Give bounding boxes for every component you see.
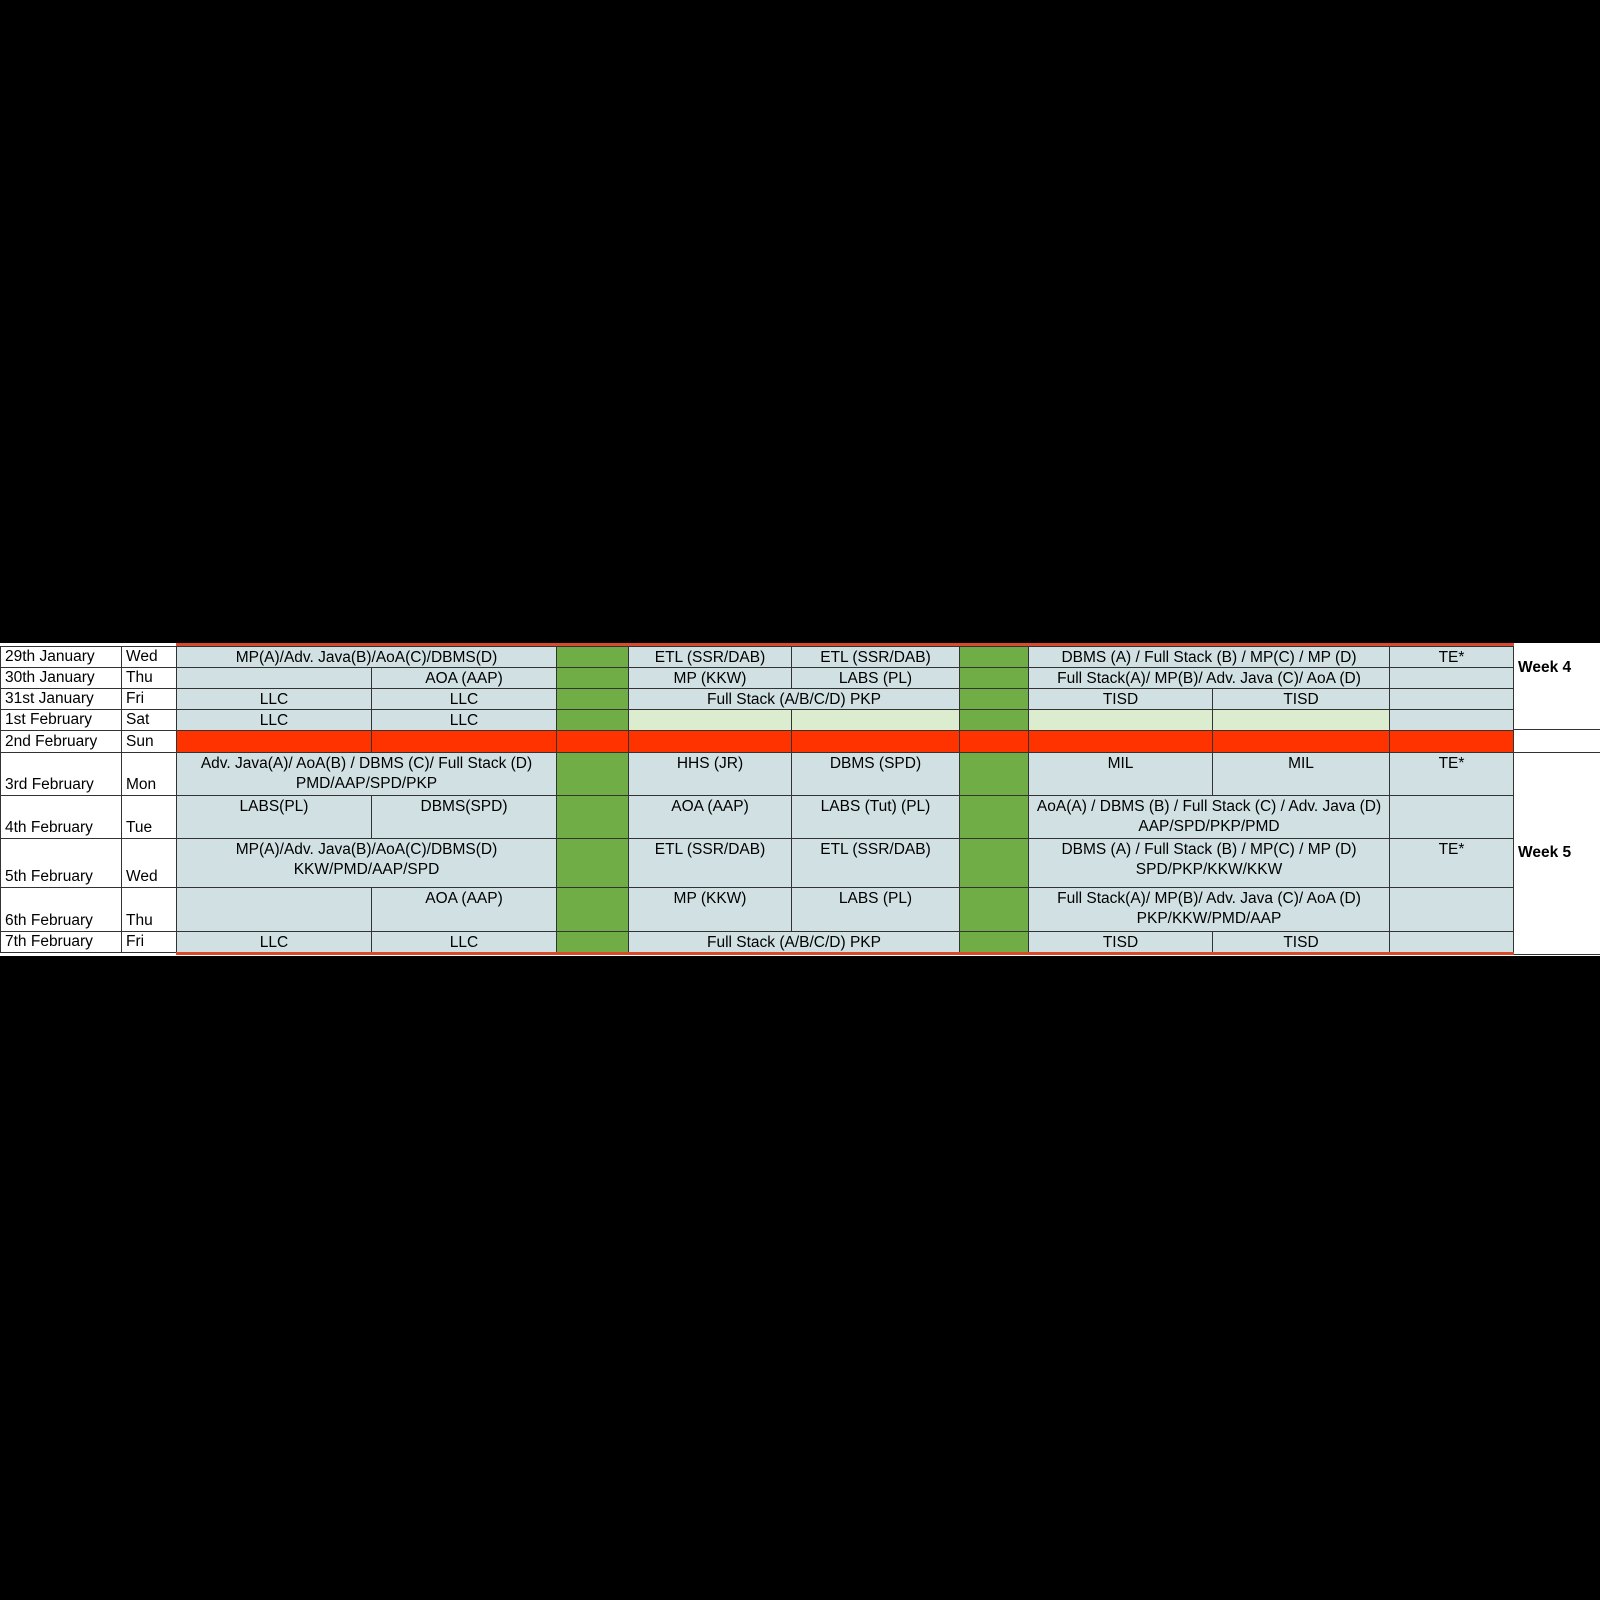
slot2-cell: LLC [371, 709, 557, 731]
day-cell: Tue [121, 795, 177, 839]
slot6-cell: TISD [1212, 688, 1390, 710]
slot1-cell: LABS(PL) [176, 795, 372, 839]
faculty-line: SPD/PKP/KKW/KKW [1135, 861, 1283, 878]
last-slot-cell [1389, 931, 1514, 953]
slot6-cell: TISD [1212, 931, 1390, 953]
day-cell: Fri [121, 931, 177, 953]
break-cell [556, 931, 629, 953]
slot3-cell: AOA (AAP) [628, 795, 792, 839]
faculty-line: KKW/PMD/AAP/SPD [293, 861, 440, 878]
slot2-cell: DBMS(SPD) [371, 795, 557, 839]
day-cell: Wed [121, 646, 177, 668]
date-cell: 31st January [0, 688, 122, 710]
slot4-cell: LABS (PL) [791, 667, 960, 689]
afternoon-lecture-cell: Full Stack(A)/ MP(B)/ Adv. Java (C)/ AoA (D) [1028, 667, 1390, 689]
date-cell: 2nd February [0, 730, 122, 753]
last-slot-cell [1389, 709, 1514, 731]
day-cell: Thu [121, 667, 177, 689]
holiday-cell [1212, 730, 1390, 753]
slot6-cell [1212, 709, 1390, 731]
date-cell: 6th February [0, 887, 122, 932]
slot5-cell: TISD [1028, 688, 1213, 710]
lunch-break-cell [959, 709, 1029, 731]
day-cell: Mon [121, 752, 177, 796]
last-slot-cell [1389, 688, 1514, 710]
morning-lecture-cell [176, 752, 557, 796]
slot4-cell: DBMS (SPD) [791, 752, 960, 796]
date-cell: 30th January [0, 667, 122, 689]
mid-merged-cell: Full Stack (A/B/C/D) PKP [628, 688, 960, 710]
date-cell: 3rd February [0, 752, 122, 796]
lecture-line-1: Full Stack(A)/ MP(B)/ Adv. Java (C)/ AoA (D) [1057, 890, 1361, 907]
gridline [1514, 752, 1600, 753]
slot1-cell: LLC [176, 931, 372, 953]
break-cell [556, 646, 629, 668]
slot2-cell: AOA (AAP) [371, 887, 557, 932]
holiday-cell [176, 730, 372, 753]
afternoon-lecture-cell [1028, 795, 1390, 839]
lunch-break-cell [959, 795, 1029, 839]
date-cell: 5th February [0, 838, 122, 888]
lecture-line-1: DBMS (A) / Full Stack (B) / MP(C) / MP (D) [1061, 841, 1357, 858]
bottom-border-line [176, 952, 1514, 955]
slot2-cell: AOA (AAP) [371, 667, 557, 689]
break-cell [556, 709, 629, 731]
faculty-line: PKP/KKW/PMD/AAP [1136, 910, 1282, 927]
holiday-cell [371, 730, 557, 753]
week-label: Week 5 [1518, 844, 1572, 861]
week-label: Week 4 [1518, 659, 1572, 676]
holiday-cell [628, 730, 792, 753]
date-cell: 7th February [0, 931, 122, 953]
holiday-cell [1028, 730, 1213, 753]
lunch-break-cell [959, 646, 1029, 668]
last-slot-cell [1389, 795, 1514, 839]
last-slot-cell: TE* [1389, 752, 1514, 796]
lecture-line-1: Adv. Java(A)/ AoA(B) / DBMS (C)/ Full Stack (D) [200, 755, 533, 772]
slot4-cell [791, 709, 960, 731]
lunch-break-cell [959, 838, 1029, 888]
break-cell [556, 795, 629, 839]
date-cell: 1st February [0, 709, 122, 731]
slot5-cell [1028, 709, 1213, 731]
afternoon-lecture-cell: DBMS (A) / Full Stack (B) / MP(C) / MP (D) [1028, 646, 1390, 668]
day-cell: Thu [121, 887, 177, 932]
timetable-sheet [0, 643, 1600, 956]
last-slot-cell: TE* [1389, 646, 1514, 668]
day-cell: Sat [121, 709, 177, 731]
last-slot-cell: TE* [1389, 838, 1514, 888]
slot1-cell [176, 887, 372, 932]
last-slot-cell [1389, 887, 1514, 932]
slot3-cell: HHS (JR) [628, 752, 792, 796]
slot2-cell: LLC [371, 688, 557, 710]
gridline [1514, 729, 1600, 730]
slot4-cell: LABS (PL) [791, 887, 960, 932]
break-cell [556, 838, 629, 888]
slot5-cell: TISD [1028, 931, 1213, 953]
faculty-line: PMD/AAP/SPD/PKP [295, 775, 438, 792]
slot2-cell: LLC [371, 931, 557, 953]
day-cell: Wed [121, 838, 177, 888]
holiday-cell [959, 730, 1029, 753]
holiday-cell [1389, 730, 1514, 753]
slot4-cell: ETL (SSR/DAB) [791, 646, 960, 668]
slot3-cell: ETL (SSR/DAB) [628, 646, 792, 668]
lunch-break-cell [959, 931, 1029, 953]
date-cell: 4th February [0, 795, 122, 839]
last-slot-cell [1389, 667, 1514, 689]
break-cell [556, 667, 629, 689]
lunch-break-cell [959, 887, 1029, 932]
slot4-cell: LABS (Tut) (PL) [791, 795, 960, 839]
day-cell: Sun [121, 730, 177, 753]
lunch-break-cell [959, 752, 1029, 796]
gridline [1514, 954, 1600, 955]
slot3-cell: MP (KKW) [628, 887, 792, 932]
lunch-break-cell [959, 688, 1029, 710]
slot3-cell: ETL (SSR/DAB) [628, 838, 792, 888]
slot1-cell [176, 667, 372, 689]
holiday-cell [556, 730, 629, 753]
morning-lecture-cell [176, 838, 557, 888]
slot5-cell: MIL [1028, 752, 1213, 796]
slot6-cell: MIL [1212, 752, 1390, 796]
slot3-cell [628, 709, 792, 731]
break-cell [556, 887, 629, 932]
morning-lecture-cell: MP(A)/Adv. Java(B)/AoA(C)/DBMS(D) [176, 646, 557, 668]
break-cell [556, 752, 629, 796]
faculty-line: AAP/SPD/PKP/PMD [1138, 818, 1280, 835]
break-cell [556, 688, 629, 710]
afternoon-lecture-cell [1028, 838, 1390, 888]
afternoon-lecture-cell [1028, 887, 1390, 932]
date-cell: 29th January [0, 646, 122, 668]
slot1-cell: LLC [176, 688, 372, 710]
lecture-line-1: MP(A)/Adv. Java(B)/AoA(C)/DBMS(D) [235, 841, 498, 858]
day-cell: Fri [121, 688, 177, 710]
lecture-line-1: AoA(A) / DBMS (B) / Full Stack (C) / Adv. Java (D) [1036, 798, 1382, 815]
lunch-break-cell [959, 667, 1029, 689]
slot3-cell: MP (KKW) [628, 667, 792, 689]
slot1-cell: LLC [176, 709, 372, 731]
holiday-cell [791, 730, 960, 753]
slot4-cell: ETL (SSR/DAB) [791, 838, 960, 888]
mid-merged-cell: Full Stack (A/B/C/D) PKP [628, 931, 960, 953]
